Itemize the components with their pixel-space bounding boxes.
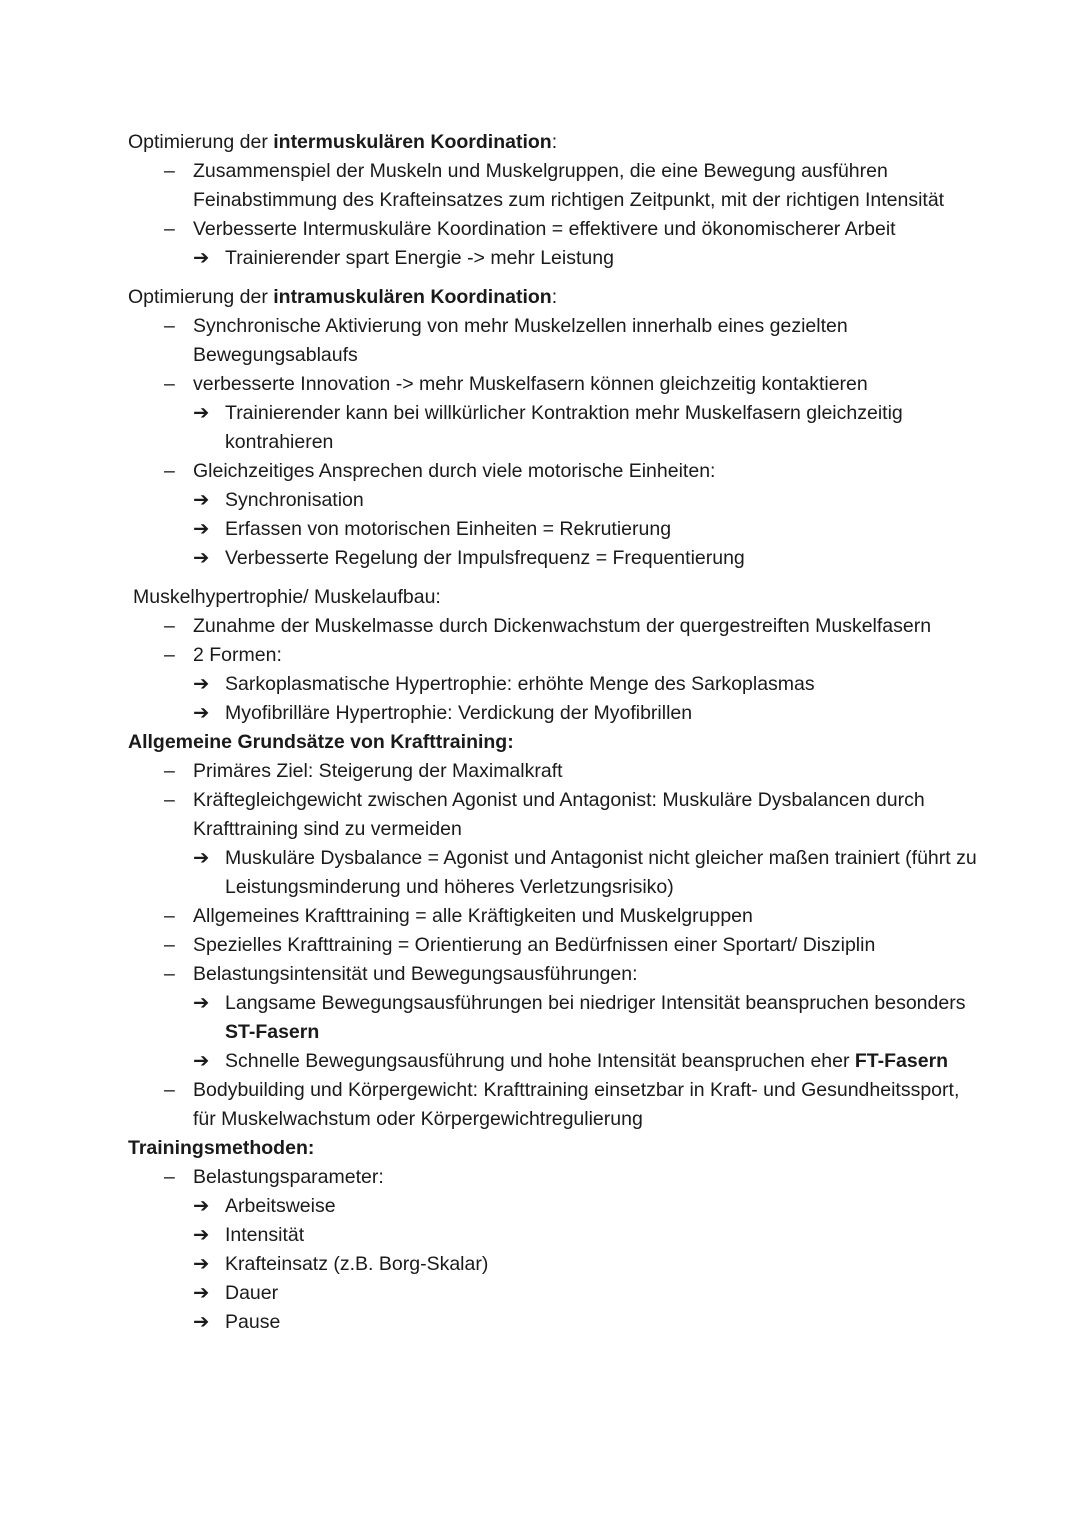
- list-item-text: Allgemeines Krafttraining = alle Kräftigkeiten und Muskelgruppen: [193, 905, 753, 927]
- arrow-item: [0, 1279, 1080, 1308]
- section-heading-methods: Trainingsmethoden:: [128, 1137, 315, 1159]
- dash-bullet: –: [164, 460, 175, 482]
- list-item-text: Zusammenspiel der Muskeln und Muskelgruppen, die eine Bewegung ausführen Feinabstimmung des Krafteinsatzes zum richtigen Zeitpunkt, mit der richtigen Intensität: [193, 160, 945, 211]
- dash-bullet: –: [164, 760, 175, 782]
- heading-text: Optimierung der: [128, 131, 274, 153]
- arrow-item: [0, 1192, 1080, 1221]
- arrow-item-text: Intensität: [225, 1224, 305, 1246]
- arrow-item: [0, 515, 1080, 544]
- heading-text: :: [551, 286, 558, 308]
- list-item-text: 2 Formen:: [193, 644, 282, 666]
- arrow-item: [0, 486, 1080, 515]
- arrow-icon: ➔: [193, 702, 210, 724]
- arrow-item-text: Erfassen von motorischen Einheiten = Rekrutierung: [225, 518, 672, 540]
- heading-bold-text: intramuskulären Koordination: [273, 286, 552, 308]
- heading-text: Optimierung der: [128, 286, 274, 308]
- arrow-icon: ➔: [193, 489, 210, 511]
- arrow-item-text: Krafteinsatz (z.B. Borg-Skalar): [225, 1253, 489, 1275]
- dash-bullet: –: [164, 1166, 175, 1188]
- list-item-text: Belastungsintensität und Bewegungsausführungen:: [193, 963, 638, 985]
- list-item: [0, 1163, 1080, 1192]
- arrow-item-text: Trainierender spart Energie -> mehr Leistung: [225, 247, 614, 269]
- dash-bullet: –: [164, 1079, 175, 1101]
- dash-bullet: –: [164, 218, 175, 240]
- list-item-text: Belastungsparameter:: [193, 1166, 384, 1188]
- arrow-item-text: Schnelle Bewegungsausführung und hohe Intensität beanspruchen eher: [225, 1050, 855, 1072]
- arrow-item: [0, 1250, 1080, 1279]
- list-item: [0, 370, 1080, 399]
- arrow-icon: ➔: [193, 1282, 210, 1304]
- arrow-icon: ➔: [193, 673, 210, 695]
- list-item: [0, 612, 1080, 641]
- list-item: [0, 1076, 1080, 1134]
- arrow-item-text: Muskuläre Dysbalance = Agonist und Antagonist nicht gleicher maßen trainiert (führt zu Leistungsminderung und höheres Verletzungsrisiko): [225, 847, 977, 898]
- arrow-item: [0, 399, 1080, 457]
- list-item-text: Bodybuilding und Körpergewicht: Krafttraining einsetzbar in Kraft- und Gesundheitssport, für Muskelwachstum oder Körpergewichtregulierung: [193, 1079, 960, 1130]
- arrow-icon: ➔: [193, 1224, 210, 1246]
- arrow-icon: ➔: [193, 1253, 210, 1275]
- dash-bullet: –: [164, 373, 175, 395]
- list-item: [0, 757, 1080, 786]
- arrow-item-text: Synchronisation: [225, 489, 364, 511]
- list-item-text: Kräftegleichgewicht zwischen Agonist und Antagonist: Muskuläre Dysbalancen durch Krafttraining sind zu vermeiden: [193, 789, 925, 840]
- list-item: [0, 312, 1080, 370]
- list-item-text: Zunahme der Muskelmasse durch Dickenwachstum der quergestreiften Muskelfasern: [193, 615, 932, 637]
- arrow-icon: ➔: [193, 1311, 210, 1333]
- arrow-item-text: Verbesserte Regelung der Impulsfrequenz = Frequentierung: [225, 547, 745, 569]
- arrow-icon: ➔: [193, 547, 210, 569]
- arrow-item-text: Langsame Bewegungsausführungen bei niedriger Intensität beanspruchen besonders: [225, 992, 966, 1014]
- arrow-icon: ➔: [193, 402, 210, 424]
- section-heading-hypertrophy: Muskelhypertrophie/ Muskelaufbau:: [133, 586, 441, 608]
- section-heading-intermuscular: [0, 128, 1080, 157]
- arrow-icon: ➔: [193, 1050, 210, 1072]
- dash-bullet: –: [164, 789, 175, 811]
- list-item: [0, 641, 1080, 670]
- arrow-item: [0, 844, 1080, 902]
- arrow-item-bold-text: FT-Fasern: [854, 1050, 949, 1072]
- arrow-item: [0, 699, 1080, 728]
- list-item-text: Verbesserte Intermuskuläre Koordination = effektivere und ökonomischerer Arbeit: [193, 218, 896, 240]
- arrow-item-text: Pause: [225, 1311, 281, 1333]
- arrow-item-text: Sarkoplasmatische Hypertrophie: erhöhte Menge des Sarkoplasmas: [225, 673, 815, 695]
- document-page: [0, 128, 1080, 1337]
- list-item: [0, 457, 1080, 486]
- list-item-text: Synchronische Aktivierung von mehr Muskelzellen innerhalb eines gezielten Bewegungsablaufs: [193, 315, 848, 366]
- dash-bullet: –: [164, 160, 175, 182]
- arrow-item-bold-text: ST-Fasern: [225, 1021, 320, 1043]
- arrow-item: [0, 244, 1080, 273]
- list-item: [0, 786, 1080, 844]
- list-item-text: Primäres Ziel: Steigerung der Maximalkraft: [193, 760, 563, 782]
- arrow-item-text: Dauer: [225, 1282, 279, 1304]
- arrow-item: [0, 989, 1080, 1047]
- arrow-item: [0, 544, 1080, 573]
- arrow-item-text: Trainierender kann bei willkürlicher Kontraktion mehr Muskelfasern gleichzeitig kontrahieren: [225, 402, 903, 453]
- dash-bullet: –: [164, 905, 175, 927]
- dash-bullet: –: [164, 615, 175, 637]
- list-item: [0, 215, 1080, 244]
- list-item: [0, 931, 1080, 960]
- arrow-icon: ➔: [193, 992, 210, 1014]
- section-heading-intramuscular: [0, 283, 1080, 312]
- list-item-text: Gleichzeitiges Ansprechen durch viele motorische Einheiten:: [193, 460, 716, 482]
- list-item: [0, 960, 1080, 989]
- dash-bullet: –: [164, 644, 175, 666]
- arrow-item: [0, 1221, 1080, 1250]
- dash-bullet: –: [164, 963, 175, 985]
- arrow-item-text: Arbeitsweise: [225, 1195, 336, 1217]
- dash-bullet: –: [164, 315, 175, 337]
- arrow-icon: ➔: [193, 247, 210, 269]
- list-item: [0, 157, 1080, 215]
- section-heading-principles: Allgemeine Grundsätze von Krafttraining:: [128, 731, 514, 753]
- heading-bold-text: intermuskulären Koordination: [273, 131, 552, 153]
- arrow-icon: ➔: [193, 1195, 210, 1217]
- heading-text: :: [551, 131, 558, 153]
- arrow-icon: ➔: [193, 518, 210, 540]
- list-item-text: verbesserte Innovation -> mehr Muskelfasern können gleichzeitig kontaktieren: [193, 373, 868, 395]
- arrow-item-text: Myofibrilläre Hypertrophie: Verdickung der Myofibrillen: [225, 702, 693, 724]
- dash-bullet: –: [164, 934, 175, 956]
- list-item-text: Spezielles Krafttraining = Orientierung an Bedürfnissen einer Sportart/ Disziplin: [193, 934, 876, 956]
- arrow-item: [0, 670, 1080, 699]
- arrow-icon: ➔: [193, 847, 210, 869]
- arrow-item: [0, 1308, 1080, 1337]
- list-item: [0, 902, 1080, 931]
- arrow-item: [0, 1047, 1080, 1076]
